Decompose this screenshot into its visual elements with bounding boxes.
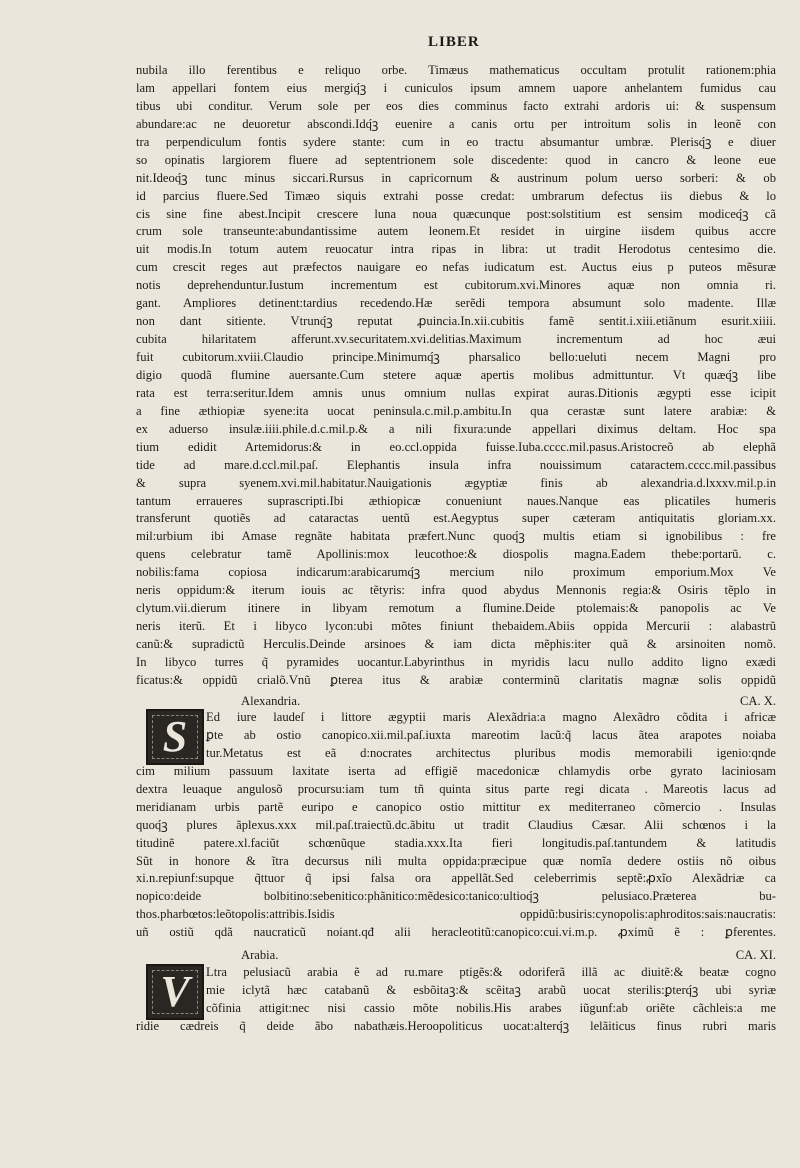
text-line: nopico:deide bolbitino:sebenitico:phãnitico:mẽdesico:tanico:ultioq́ꝫ pelusiaco.Præterea bu- [136, 889, 776, 904]
chapter-text-arabia [136, 964, 776, 1036]
text-line: tide ad mare.d.ccl.mil.paſ. Elephantis insula infra nouissimum cataractem.cccc.mil.passibus [136, 457, 776, 472]
chapter-heading-alexandria [136, 693, 776, 710]
text-line: cõfinia attigit:nec nisi cassio mõte nobilis.His arabes iũgunf:ab oriẽte cãchleis:a me [206, 1000, 776, 1015]
chapter-title: Alexandria. [241, 694, 301, 708]
text-line: nobilis:fama copiosa indicarum:arabicarumq́ꝫ mercium nilo proximum emporium.Mox Ve [136, 565, 776, 580]
text-line: abundare:ac ne deuoretur abscondi.Idq́ꝫ euenire a canis ortu per introitum solis in leonẽ con [136, 116, 776, 131]
text-line: crum sole transeunte:abundantissime autem leonem.Et residet in uirgine iisdem quibus accre [136, 224, 776, 239]
text-line: digio quodã flumine auersante.Cum stetere aquæ apertis molibus admittuntur. Vt quæq́ꝫ libe [136, 367, 776, 382]
text-line: notis deprehenduntur.Iustum incrementum est cubitorum.xvi.Minores aquæ non omnia ri. [136, 278, 776, 293]
initial-letter: S [162, 712, 188, 761]
chapter-title: Arabia. [241, 948, 279, 962]
text-line: tra perpendiculum fontis sydere stante: cum in eo tractu absumantur umbræ. Plerisq́ꝫ e diuer [136, 134, 776, 149]
text-line: cim milium passuum laxitate iserta ad effigiẽ macedonicæ chlamydis orbe gyrato laciniosam [136, 763, 776, 778]
chapter-heading-arabia [136, 947, 776, 964]
text-line: tibus ubi conditur. Verum sole per eos dies comminus facto extrahi ardoris ui: & suspensum [136, 98, 776, 113]
text-line: transferunt quotiẽs ad cataractas uentũ est.Aegyptus super cæteram antiquitatis gloriam.xx. [136, 511, 776, 526]
text-line: so opinatis largiorem fluere ad septentrionem sole discedente: quod in cancro & leone eue [136, 152, 776, 167]
text-line: Ltra pelusiacũ arabia ẽ ad ru.mare ptigẽs:& odoriferã illã ac diuitẽ:& beatæ cogno [206, 965, 776, 979]
text-line: cis sine fine abest.Incipit crescere luna noua quæcunque post:solstitium est sensim modiceq́ꝫ cã [136, 206, 776, 221]
text-line: neris iterũ. Et i libyco lycon:ubi mõtes finiunt thebaidem.Abiis oppida Mercurii : alabastrũ [136, 619, 776, 634]
text-line: cubita hilaritatem afferunt.xv.securitatem.xvi.delitias.Maximum incrementum ad hoc æui [136, 332, 776, 347]
text-line: tantum erraueres suprascripti.Ibi æthiopicæ conueniunt naues.Nanque eas plicatiles humeris [136, 493, 776, 508]
text-line: ex aduerso insulæ.iiii.phile.d.c.mil.p.& a nili fixura:unde appellari diximus deltam. Hoc spa [136, 421, 776, 436]
text-line: thos.pharbœtos:leõtopolis:attribis.Isidis oppidũ:busiris:cynopolis:aphroditos:sais:naucratis: [136, 907, 776, 922]
text-line: nit.Ideoq́ꝫ tunc minus siccari.Rursus in capricornum & austrinum polum uerso sorberi: & ob [136, 170, 776, 185]
text-line: non dant sitiente. Vtrunq́ꝫ reputat ꝓuincia.In.xii.cubitis famẽ sentit.i.xiii.etiãnum esurit.xiiii. [136, 314, 776, 329]
text-line: ꝑte ab ostio canopico.xii.mil.paſ.iuxta mareotim lacũ:q̃ lacus ãtea arapotes noiaba [206, 727, 776, 742]
chapter-number: CA. X. [739, 694, 776, 708]
text-line: ficatus:& oppidũ crialõ.Vnũ ꝑterea itus & arabiæ conterminũ claritatis magnæ solis oppidũ [136, 672, 776, 687]
text-line: tium edidit Artemidorus:& in eo.ccl.oppida fuisse.Iuba.cccc.mil.pasus.Aristocreõ ab elephã [136, 439, 776, 454]
text-line: lam appellari fontem eius mergiq́ꝫ i cuniculos ipsum amnem uapore anhelantem fumidus cau [136, 80, 776, 95]
text-line: a fine æthiopiæ syene:ita uocat peninsula.c.mil.p.ambitu.In qua cerastæ sunt latere arabiæ: & [136, 403, 776, 418]
text-line: nubila illo ferentibus e reliquo orbe. Timæus mathematicus occultam protulit rationem:phia [136, 63, 776, 77]
text-line: & supra syenem.xvi.mil.habitatur.Nauigationis ægyptiæ finis ab alexandria.d.lxxxv.mil.p.in [136, 475, 776, 490]
text-line: mie iclytã hæc catabanũ & esbõitaꝫ:& scẽitaꝫ arabũ uocat sterilis:ꝑterq́ꝫ ubi syriæ [206, 982, 776, 997]
text-line: id parcius fluere.Sed Timæo siquis extrahi posse credat: umbrarum defectus iis diebus & lo [136, 188, 776, 203]
chapter-text-alexandria [136, 709, 776, 942]
text-line: uit modis.In totum autem reuocatur intra ripas in libra: ut tradit Herodotus centesimo die. [136, 242, 776, 257]
text-line: rata est terra:seritur.Idem amnis unus omnium nullas expirat auras.Ditionis ægypti esse icipit [136, 385, 776, 400]
initial-letter: V [160, 967, 190, 1016]
text-line: xi.n.repiunf:supque q̃ttuor q̃ ipsi falsa ora appellãt.Sed celeberrimis septẽ:ꝓxĩo Alexãdriæ ca [136, 871, 776, 886]
chapter-number: CA. XI. [735, 948, 776, 962]
text-line: ridie cædreis q̃ deide ãbo nabathæis.Heroopoliticus uocat:alterq́ꝫ lelãiticus finus rubri maris [136, 1018, 776, 1033]
running-header: LIBER [428, 34, 480, 50]
text-line: clytum.vii.dierum itinere in libyam remotum a flumine.Deide ptolemais:& panopolis ac Ve [136, 601, 776, 616]
text-line: titudinẽ patere.xl.faciũt schœnũque stadia.xxx.Ita fieri longitudis.paſ.tantundem & latitudis [136, 835, 776, 850]
text-line: fuit cubitorum.xviii.Claudio principe.Minimumq́ꝫ pharsalico bello:ueluti necem Magni pro [136, 350, 776, 364]
text-line: uñ ostiũ qdã naucraticũ noiant.qđ alii heracleotitũ:canopico:cui.vi.m.p. ꝓximũ ẽ : ꝑferentes. [136, 925, 776, 940]
text-line: dextra leuaque angulosõ procursu:iam tum tñ quinta situs parte regi dicata . Mareotis lacus ad [136, 781, 776, 796]
text-line: quoq́ꝫ plures ãplexus.xxx mil.paſ.traiectũ.dc.ãbitu ut tradit Claudius Cæsar. Alii schœnos i la [136, 817, 776, 832]
text-line: canũ:& supradictũ Herculis.Deinde arsinoes & iam dicta mẽphis:iter quã & arsinoiten nomõ. [136, 637, 776, 651]
text-line: quens celebratur tamẽ Apollinis:mox leucothoe:& diospolis magna.Eadem thebe:portarũ. c. [136, 547, 776, 562]
text-line: Sũt in honore & ĩtra decursus nili multa oppida:præcipue quæ nomĩa dedere ostiis nõ oibus [136, 853, 776, 868]
text-line: mil:urbium ibi Amase regnãte habitata præfert.Nunc quoq́ꝫ multis etiam si ignobilibus : fre [136, 529, 776, 544]
text-line: tur.Metatus est eã d:nocrates architectus pluribus modis memorabili igenio:qnde [206, 745, 776, 760]
text-line: neris oppidum:& iterum iouis ac tẽtyris: infra quod abydus Mennonis regia:& Osiris tẽplo in [136, 583, 776, 598]
text-line: gant. Ampliores detinent:tardius recedendo.Hæ serẽdi tempora absumunt solo madente. Illæ [136, 296, 776, 311]
text-line: Ed iure laudeſ i littore ægyptii maris Alexãdria:a magno Alexãdro cõdita i africæ [206, 710, 776, 724]
text-line: cum crescit reges aut præfectos nauigare eo nefas iudicatum est. Auctus eius p puteos mẽsuræ [136, 260, 776, 275]
text-line: meridianam urbis partẽ euripo e canopico ostio mittitur ex mediterraneo cõmercio . Insulas [136, 799, 776, 814]
main-text-block [136, 62, 776, 690]
text-line: In libyco turres q̃ pyramides uocantur.Labyrinthus in myridis lacu nullo addito ligno exædi [136, 654, 776, 669]
